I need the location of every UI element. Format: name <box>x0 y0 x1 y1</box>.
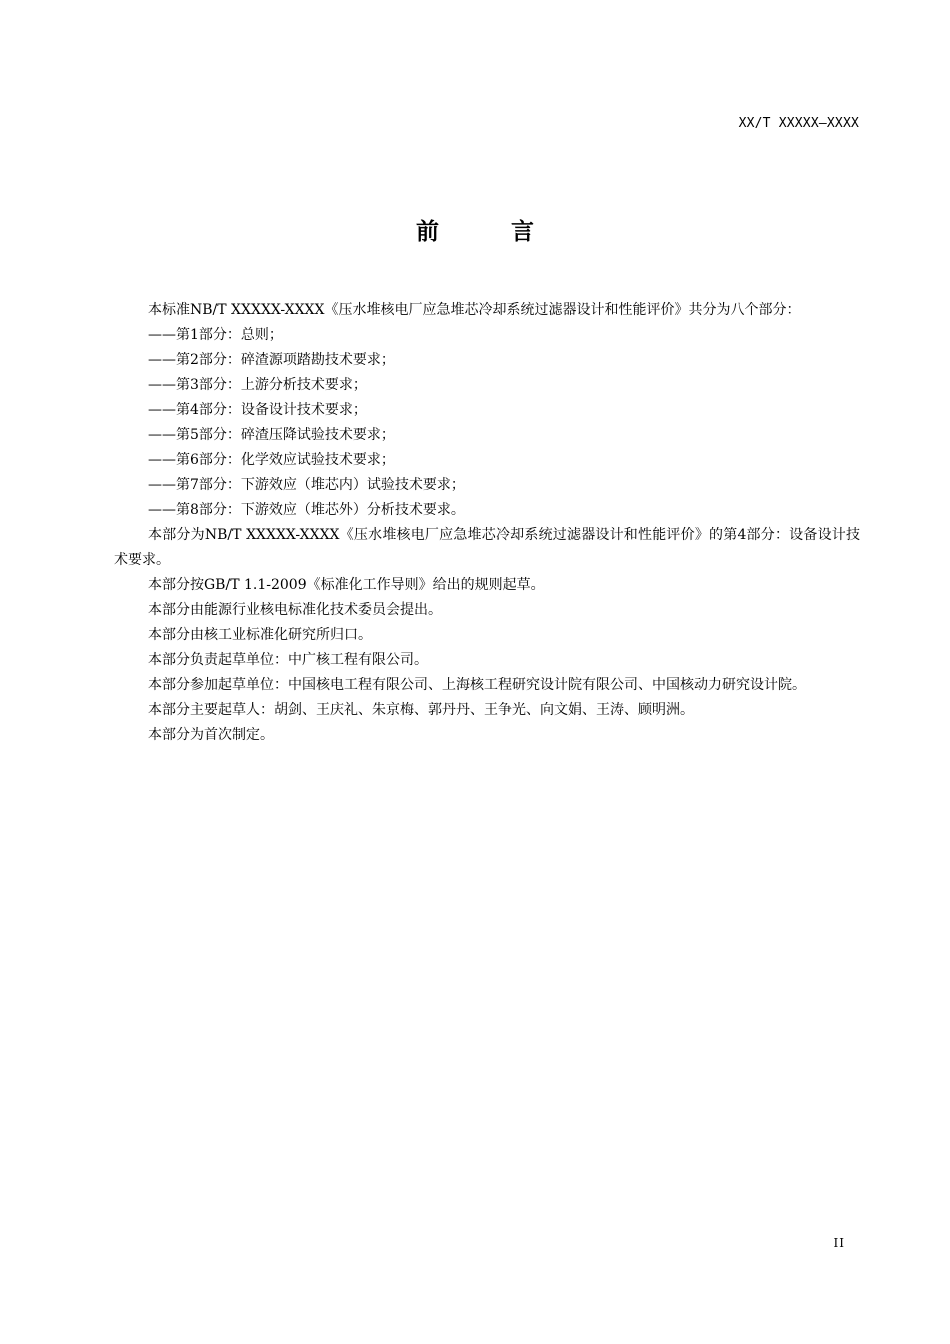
part-list-item: ——第6部分：化学效应试验技术要求； <box>148 452 395 468</box>
participating-drafters-paragraph: 本部分参加起草单位：中国核电工程有限公司、上海核工程研究设计院有限公司、中国核动力研究设计院。 <box>148 677 806 693</box>
part-list-item: ——第4部分：设备设计技术要求； <box>148 402 367 418</box>
drafting-rules-paragraph: 本部分按GB/T 1.1-2009《标准化工作导则》给出的规则起草。 <box>148 577 545 593</box>
standard-code-header: XX/T XXXXX—XXXX <box>738 116 859 131</box>
page-number: II <box>833 1236 845 1250</box>
part-list-item: ——第3部分：上游分析技术要求； <box>148 377 367 393</box>
lead-drafter-paragraph: 本部分负责起草单位：中广核工程有限公司。 <box>148 652 428 668</box>
administrator-paragraph: 本部分由核工业标准化研究所归口。 <box>148 627 372 643</box>
scope-paragraph: 本部分为NB/T XXXXX-XXXX《压水堆核电厂应急堆芯冷却系统过滤器设计和性能评价》的第4部分：设备设计技术要求。 <box>114 527 860 568</box>
proposer-paragraph: 本部分由能源行业核电标准化技术委员会提出。 <box>148 602 442 618</box>
part-list-item: ——第7部分：下游效应（堆芯内）试验技术要求； <box>148 477 465 493</box>
part-list-item: ——第1部分：总则； <box>148 327 283 343</box>
page-title: 前 言 <box>415 219 566 245</box>
first-edition-paragraph: 本部分为首次制定。 <box>148 727 274 743</box>
document-body <box>114 298 860 748</box>
part-list-item: ——第2部分：碎渣源项踏勘技术要求； <box>148 352 395 368</box>
part-list-item: ——第8部分：下游效应（堆芯外）分析技术要求。 <box>148 502 465 518</box>
part-list-item: ——第5部分：碎渣压降试验技术要求； <box>148 427 395 443</box>
intro-paragraph: 本标准NB/T XXXXX-XXXX《压水堆核电厂应急堆芯冷却系统过滤器设计和性能评价》共分为八个部分： <box>148 302 801 318</box>
main-drafters-paragraph: 本部分主要起草人：胡剑、王庆礼、朱京梅、郭丹丹、王争光、向文娟、王涛、顾明洲。 <box>148 702 694 718</box>
